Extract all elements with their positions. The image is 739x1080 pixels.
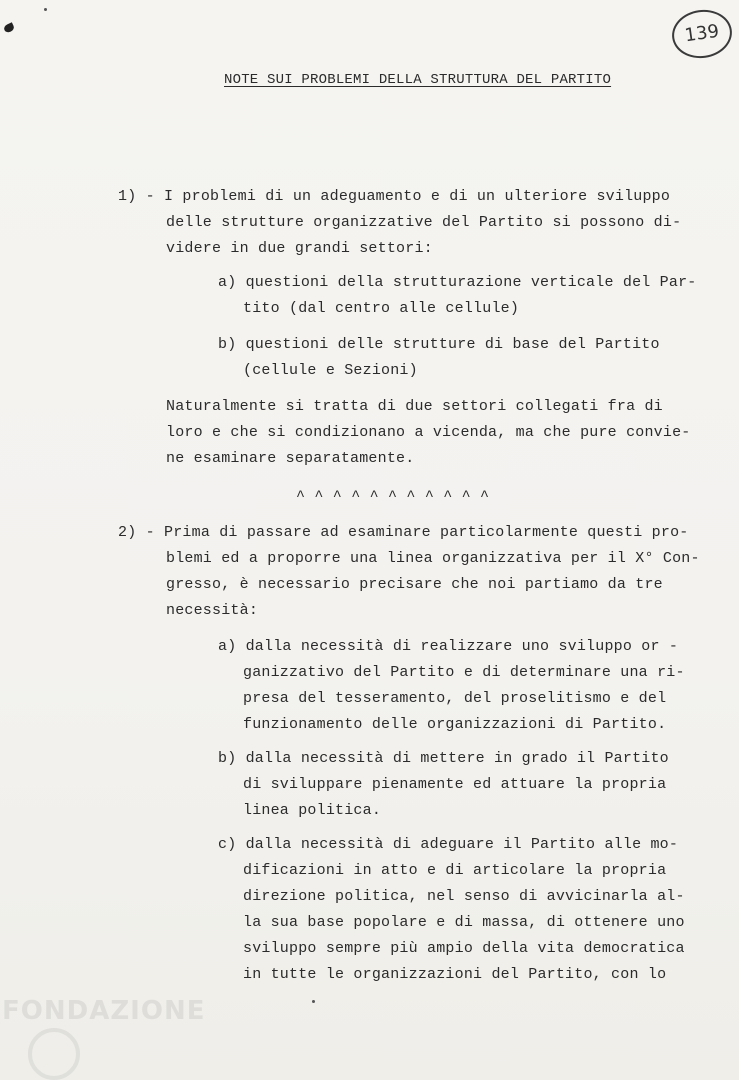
text-line: b) dalla necessità di mettere in grado il Partito <box>218 750 669 767</box>
archive-watermark: FONDAZIONE <box>2 996 206 1026</box>
text-line: videre in due grandi settori: <box>166 240 433 257</box>
text-line: a) dalla necessità di realizzare uno sviluppo or - <box>218 638 679 655</box>
archive-watermark-seal-icon <box>28 1028 80 1080</box>
text-line: sviluppo sempre più ampio della vita democratica <box>243 940 685 957</box>
text-line: necessità: <box>166 602 259 619</box>
ink-speck <box>44 8 47 11</box>
text-line: 1) - I problemi di un adeguamento e di un ulteriore sviluppo <box>118 188 671 205</box>
page-number-stamp: 139 <box>669 6 735 62</box>
text-line: direzione politica, nel senso di avvicinarla al- <box>243 888 685 905</box>
text-line: b) questioni delle strutture di base del Partito <box>218 336 660 353</box>
ink-speck <box>312 1000 315 1003</box>
text-line: tito (dal centro alle cellule) <box>243 300 520 317</box>
text-line: gresso, è necessario precisare che noi partiamo da tre <box>166 576 663 593</box>
text-line: blemi ed a proporre una linea organizzativa per il X° Con- <box>166 550 700 567</box>
text-line: linea politica. <box>243 802 382 819</box>
text-line: funzionamento delle organizzazioni di Partito. <box>243 716 667 733</box>
text-line: presa del tesseramento, del proselitismo e del <box>243 690 667 707</box>
text-line: in tutte le organizzazioni del Partito, con lo <box>243 966 667 983</box>
section-separator: ^ ^ ^ ^ ^ ^ ^ ^ ^ ^ ^ <box>296 488 490 505</box>
document-title: NOTE SUI PROBLEMI DELLA STRUTTURA DEL PARTITO <box>224 72 612 88</box>
text-line: di sviluppare pienamente ed attuare la propria <box>243 776 667 793</box>
text-line: la sua base popolare e di massa, di ottenere uno <box>243 914 685 931</box>
text-line: dificazioni in atto e di articolare la propria <box>243 862 667 879</box>
text-line: 2) - Prima di passare ad esaminare particolarmente questi pro- <box>118 524 689 541</box>
text-line: c) dalla necessità di adeguare il Partito alle mo- <box>218 836 679 853</box>
text-line: (cellule e Sezioni) <box>243 362 418 379</box>
text-line: ganizzativo del Partito e di determinare una ri- <box>243 664 685 681</box>
punch-hole-mark <box>3 22 15 33</box>
text-line: loro e che si condizionano a vicenda, ma che pure convie- <box>166 424 691 441</box>
text-line: Naturalmente si tratta di due settori collegati fra di <box>166 398 663 415</box>
text-line: a) questioni della strutturazione verticale del Par- <box>218 274 697 291</box>
text-line: delle strutture organizzative del Partito si possono di- <box>166 214 682 231</box>
text-line: ne esaminare separatamente. <box>166 450 415 467</box>
